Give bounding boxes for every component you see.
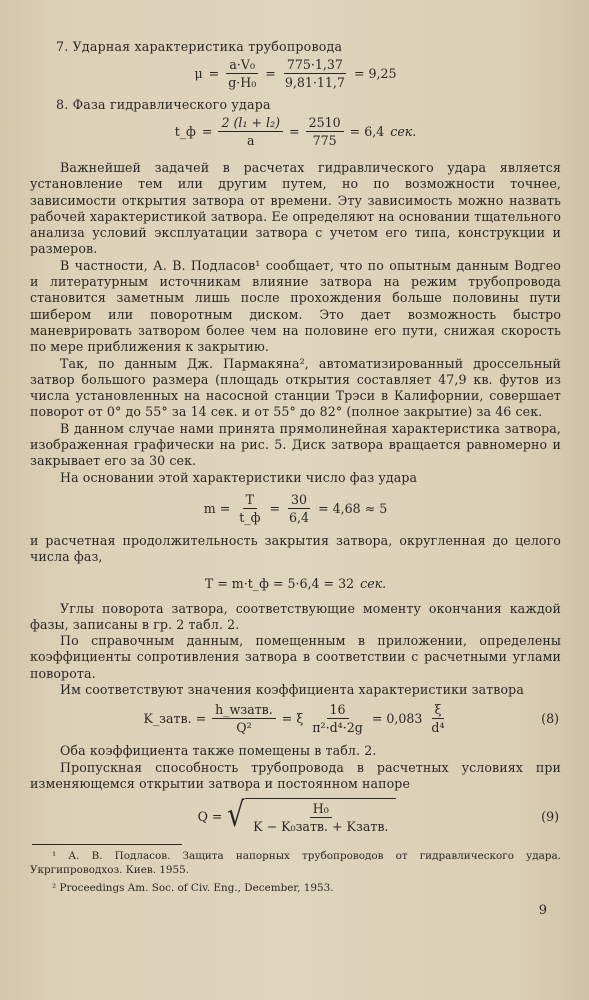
fraction-numerator: 2510 bbox=[306, 115, 344, 132]
formula-lhs: Q = bbox=[197, 808, 223, 824]
paragraph-closing-duration: и расчетная продолжительность закрытия затвора, округленная до целого числа фаз, bbox=[30, 532, 561, 565]
radical-sign: √ bbox=[227, 795, 245, 836]
fraction-numerator: 30 bbox=[288, 492, 310, 509]
fraction-numerator: 2 (l₁ + l₂) bbox=[218, 115, 283, 132]
fraction-numerator: 775·1,37 bbox=[284, 57, 346, 74]
fraction-denominator: 775 bbox=[312, 133, 337, 148]
fraction-numerator: T bbox=[243, 492, 257, 509]
square-root bbox=[225, 795, 396, 836]
paragraph-parmakian: Так, по данным Дж. Пармакяна², автоматизированный дроссельный затвор большого размера (площадь открытия составляет 47,9 кв. футов из числа установленных на насосной станции Трэси в Калифорнии, совершает поворот от 0° до 55° за 14 сек. и от 55° до 82° (полное закрытие) за 46 сек. bbox=[30, 355, 561, 420]
fraction-numerator: a·V₀ bbox=[226, 57, 258, 74]
fraction-denominator: a bbox=[247, 133, 255, 148]
footnote-1: ¹ А. В. Подласов. Защита напорных трубопроводов от гидравлического удара. Укргипроводхоз. Киев. 1955. bbox=[30, 850, 561, 877]
formula-lhs: μ bbox=[194, 66, 203, 81]
fraction-numerator: H₀ bbox=[310, 801, 332, 818]
formula-impact-characteristic: μ = $\frac{\text{a·V₀}}{\text{g·H₀}}$ = $\frac{775\cdot 1,37}{9,81\cdot 11,7}$ = 9,25 bbox=[194, 57, 397, 90]
fraction-denominator: g·H₀ bbox=[228, 75, 257, 90]
paragraph-resistance-coefficients: По справочным данным, помещенным в приложении, определены коэффициенты сопротивления затвора в соответствии с расчетными углами поворота. bbox=[30, 633, 561, 681]
equation-8: K_затв. = $\frac{\text{h\_wзатв.}}{\text{Q²}}$ = ξ $\frac{16}{\text{π²·d⁴·2g}}$ = 0,083 $\frac{\xi}{\text{d⁴}}$ (8) bbox=[143, 702, 559, 736]
formula-result: = 4,68 ≈ 5 bbox=[318, 500, 388, 516]
fraction-numerator: ξ bbox=[432, 702, 445, 719]
paragraph-linear-characteristic: В данном случае нами принята прямолинейная характеристика затвора, изображенная графически на рис. 5. Диск затвора вращается равномерно и закрывает его за 30 сек. bbox=[30, 420, 561, 469]
paragraph-phase-count-intro: На основании этой характеристики число фаз удара bbox=[60, 469, 418, 485]
formula-closing-time bbox=[30, 576, 561, 591]
fraction-numerator: 16 bbox=[327, 702, 349, 719]
paragraph-coefficient-values: Им соответствуют значения коэффициента характеристики затвора bbox=[60, 682, 524, 698]
fraction-denominator: π²·d⁴·2g bbox=[312, 720, 363, 736]
footnote-divider bbox=[32, 844, 182, 845]
formula-phase-count: m = $\frac{T}{t\_ф}$ = $\frac{30}{6,4}$ = 4,68 ≈ 5 bbox=[203, 491, 388, 525]
fraction-denominator: t_ф bbox=[239, 509, 261, 525]
paragraph-main-task: Важнейшей задачей в расчетах гидравлического удара является установление тем или другим путем, но по возможности точнее, зависимости открытия затвора от времени. Эту зависимость можно назвать рабочей характеристикой затвора. Ее определяют на основании тщательного анализа условий эксплуатации затвора с учетом его типа, конструкции и размеров. bbox=[30, 160, 561, 257]
paragraph-rotation-angles: Углы поворота затвора, соответствующие моменту окончания каждой фазы, записаны в гр. 2 табл. 2. bbox=[30, 600, 561, 632]
formula-lhs: m = bbox=[203, 500, 231, 516]
formula-unit: сек. bbox=[360, 575, 387, 591]
formula-unit: сек. bbox=[390, 124, 417, 139]
section-7-heading: 7. Ударная характеристика трубопровода bbox=[56, 39, 343, 54]
formula-result: = 6,4 bbox=[349, 124, 385, 139]
formula-text: T = m·t_ф = 5·6,4 = 32 bbox=[204, 575, 355, 591]
paragraph-throughput: Пропускная способность трубопровода в расчетных условиях при изменяющемся открытии затвора и постоянном напоре bbox=[30, 759, 561, 791]
page-number: 9 bbox=[538, 903, 547, 918]
fraction-denominator: 9,81·11,7 bbox=[284, 75, 345, 90]
equation-number: (8) bbox=[541, 711, 559, 727]
fraction-denominator: K − K₀затв. + Kзатв. bbox=[253, 819, 389, 835]
fraction-denominator: 6,4 bbox=[289, 509, 310, 525]
fraction-numerator: h_wзатв. bbox=[212, 702, 276, 719]
fraction-denominator: d⁴ bbox=[431, 720, 445, 736]
equation-9 bbox=[30, 795, 561, 836]
equation-number: (9) bbox=[541, 808, 559, 824]
formula-result: = 9,25 bbox=[353, 66, 397, 81]
formula-lhs: t_ф bbox=[174, 124, 196, 139]
footnote-2: ² Proceedings Am. Soc. of Civ. Eng., December, 1953. bbox=[52, 882, 334, 895]
paragraph-table-note: Оба коэффициента также помещены в табл. 2. bbox=[60, 743, 377, 759]
fraction-denominator: Q² bbox=[236, 720, 252, 736]
section-8-heading: 8. Фаза гидравлического удара bbox=[56, 97, 271, 112]
formula-lhs: K_затв. = bbox=[143, 711, 207, 727]
paragraph-podlasov: В частности, А. В. Подласов¹ сообщает, что по опытным данным Водгео и литературным источникам влияние затвора на режим трубопровода становится заметным лишь после прохождения больше половины пути шибером или поворотным диском. Это дает возможность быстро маневрировать затвором более чем на половине его пути, снижая скорость по мере приближения к закрытию. bbox=[30, 257, 561, 355]
formula-hammer-phase: t_ф = $\frac{\text{2 (l₁ + l₂)}}{a}$ = $\frac{2510}{775}$ = 6,4 сек. bbox=[174, 115, 417, 148]
